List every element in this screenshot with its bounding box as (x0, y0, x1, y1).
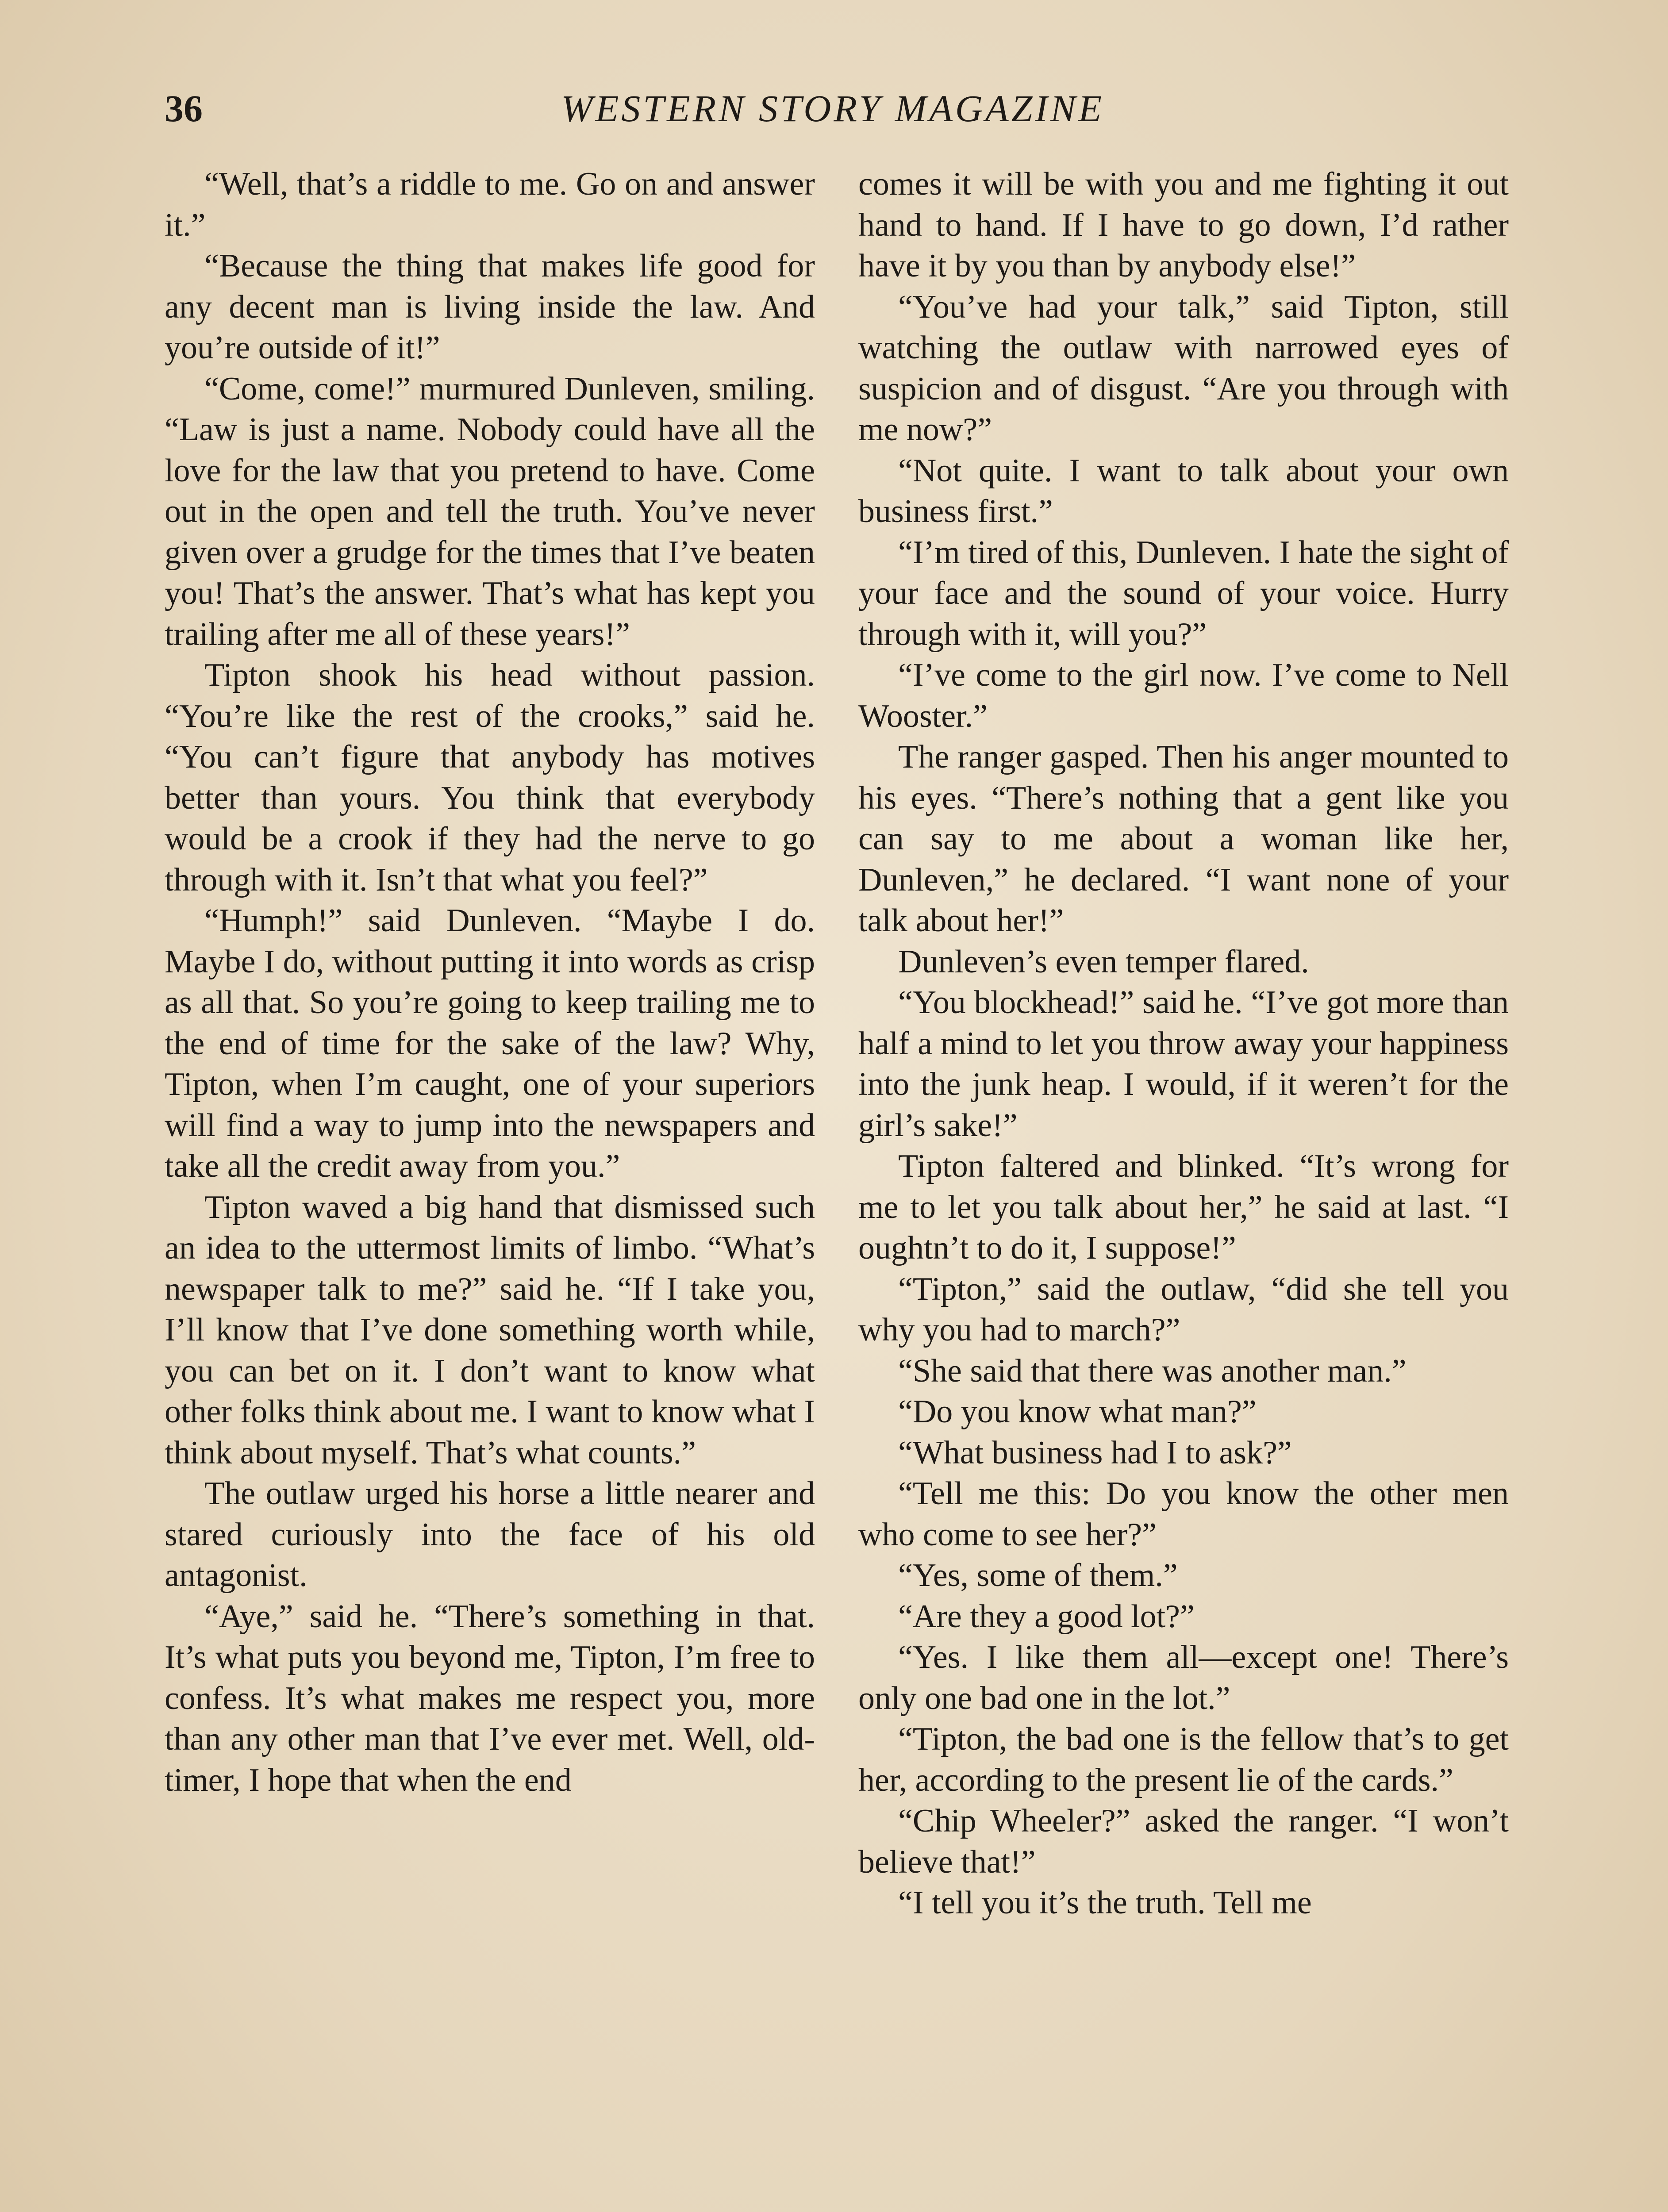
paragraph: “Are they a good lot?” (898, 1598, 1195, 1635)
paragraph: “I’m tired of this, Dunleven. I hate the sight of your face and the sound of your voice. Hurry through with it, will you?” (858, 534, 1509, 653)
paragraph: “Yes. I like them all—except one! There’s only one bad one in the lot.” (858, 1639, 1509, 1717)
paragraph: “Tipton, the bad one is the fellow that’s to get her, according to the present lie of the cards.” (858, 1721, 1509, 1798)
page-number: 36 (165, 87, 203, 130)
paragraph: “Not quite. I want to talk about your own business first.” (858, 452, 1509, 530)
paragraph: “You blockhead!” said he. “I’ve got more than half a mind to let you throw away your happiness into the junk heap. I would, if it weren’t for the girl’s sake!” (858, 984, 1509, 1144)
paragraph: “Do you know what man?” (898, 1394, 1257, 1430)
paragraph: The ranger gasped. Then his anger mounted to his eyes. “There’s nothing that a gent like you can say to me about a woman like her, Dunleven,” he declared. “I want none of your talk about her!” (858, 739, 1509, 939)
paragraph: Dunleven’s even temper flared. (898, 943, 1309, 980)
paragraph: “Tipton,” said the outlaw, “did she tell you why you had to march?” (858, 1271, 1509, 1348)
paragraph: “I tell you it’s the truth. Tell me (898, 1885, 1312, 1921)
right-column (858, 164, 1509, 2212)
paragraph: “Well, that’s a riddle to me. Go on and answer it.” (165, 166, 815, 243)
paragraph: Tipton waved a big hand that dismissed such an idea to the uttermost limits of limbo. “What’s newspaper talk to me?” said he. “If I take you, I’ll know that I’ve done something worth while, you can bet on it. I don’t want to know what other folks think about me. I want to know what I think about myself. That’s what counts.” (165, 1189, 815, 1471)
page-header (165, 84, 1501, 133)
paragraph: “I’ve come to the girl now. I’ve come to Nell Wooster.” (858, 657, 1509, 734)
paragraph: Tipton faltered and blinked. “It’s wrong for me to let you talk about her,” he said at last. “I oughtn’t to do it, I suppose!” (858, 1148, 1509, 1266)
paragraph: Tipton shook his head without passion. “You’re like the rest of the crooks,” said he. “You can’t figure that anybody has motives better than yours. You think that everybody would be a crook if they had the nerve to go through with it. Isn’t that what you feel?” (165, 657, 815, 898)
paragraph: “Humph!” said Dunleven. “Maybe I do. Maybe I do, without putting it into words as crisp as all that. So you’re going to keep trailing me to the end of time for the sake of the law? Why, Tipton, when I’m caught, one of your superiors will find a way to jump into the newspapers and take all the credit away from you.” (165, 902, 815, 1184)
paragraph: “Because the thing that makes life good for any decent man is living inside the law. And you’re outside of it!” (165, 248, 815, 366)
paragraph: The outlaw urged his horse a little nearer and stared curiously into the face of his old antagonist. (165, 1475, 815, 1594)
paragraph: “Aye,” said he. “There’s something in that. It’s what puts you beyond me, Tipton, I’m free to confess. It’s what makes me respect you, more than any other man that I’ve ever met. Well, old-timer, I hope that when the end (165, 1598, 815, 1798)
left-column (165, 164, 815, 2212)
paragraph: “She said that there was another man.” (898, 1352, 1407, 1389)
paragraph: “Yes, some of them.” (898, 1557, 1178, 1594)
paragraph: “Chip Wheeler?” asked the ranger. “I won’t believe that!” (858, 1803, 1509, 1880)
running-title: WESTERN STORY MAGAZINE (561, 87, 1104, 130)
paragraph: “Tell me this: Do you know the other men who come to see her?” (858, 1475, 1509, 1553)
paragraph-continuation: comes it will be with you and me fighting it out hand to hand. If I have to go down, I’d rather have it by you than by anybody else!” (858, 166, 1509, 284)
paragraph: “What business had I to ask?” (898, 1434, 1292, 1471)
paragraph: “Come, come!” murmured Dunleven, smiling. “Law is just a name. Nobody could have all the love for the law that you pretend to have. Come out in the open and tell the truth. You’ve never given over a grudge for the times that I’ve beaten you! That’s the answer. That’s what has kept you trailing after me all of these years!” (165, 370, 815, 653)
paragraph: “You’ve had your talk,” said Tipton, still watching the outlaw with narrowed eyes of suspicion and of disgust. “Are you through with me now?” (858, 288, 1509, 448)
